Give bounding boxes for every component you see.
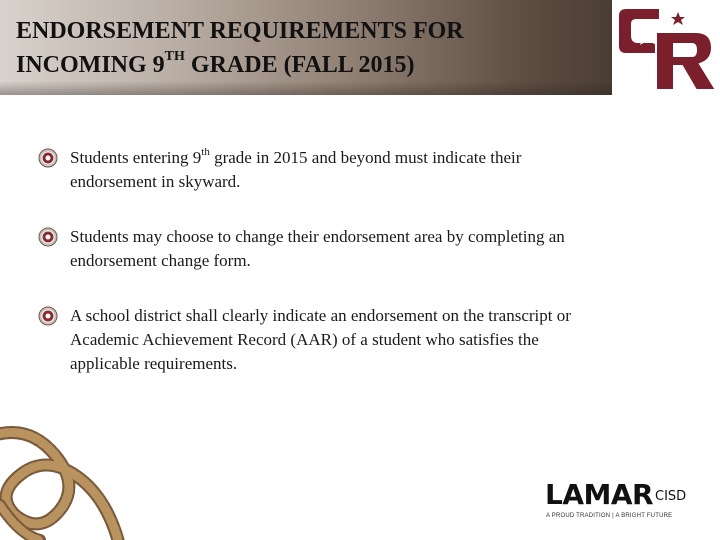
bullet-text: A school district shall clearly indicate an endorsement on the transcript or Academic Achievement Record (AAR) of a student who satisfies the applicable requirements. bbox=[70, 306, 571, 373]
title-superscript: TH bbox=[164, 49, 185, 64]
bullet-item bbox=[38, 146, 598, 194]
lamar-cisd-logo bbox=[545, 480, 705, 525]
bullet-item bbox=[38, 225, 598, 273]
bullet-item bbox=[38, 304, 598, 376]
cr-logo-icon bbox=[616, 2, 718, 93]
bullet-list bbox=[38, 146, 598, 407]
title-line-2-end: GRADE (FALL 2015) bbox=[184, 52, 415, 78]
title-line-1: ENDORSEMENT REQUIREMENTS FOR bbox=[16, 18, 464, 44]
medallion-bullet-icon bbox=[38, 227, 58, 247]
school-logo bbox=[614, 0, 720, 95]
title-banner bbox=[0, 0, 612, 95]
medallion-bullet-icon bbox=[38, 148, 58, 168]
medallion-bullet-icon bbox=[38, 306, 58, 326]
district-tagline: A PROUD TRADITION | A BRIGHT FUTURE bbox=[546, 513, 673, 519]
title-line-2: INCOMING 9 bbox=[16, 52, 165, 78]
rope-knot-icon bbox=[0, 405, 130, 540]
lamar-wordmark: LAMAR bbox=[545, 478, 654, 511]
bullet-text: Students may choose to change their endorsement area by completing an endorsement change form. bbox=[70, 227, 565, 270]
cisd-wordmark: CISD bbox=[655, 489, 687, 504]
slide-title bbox=[16, 14, 606, 82]
bullet-text: Students entering 9th grade in 2015 and beyond must indicate their endorsement in skyward. bbox=[70, 146, 522, 191]
